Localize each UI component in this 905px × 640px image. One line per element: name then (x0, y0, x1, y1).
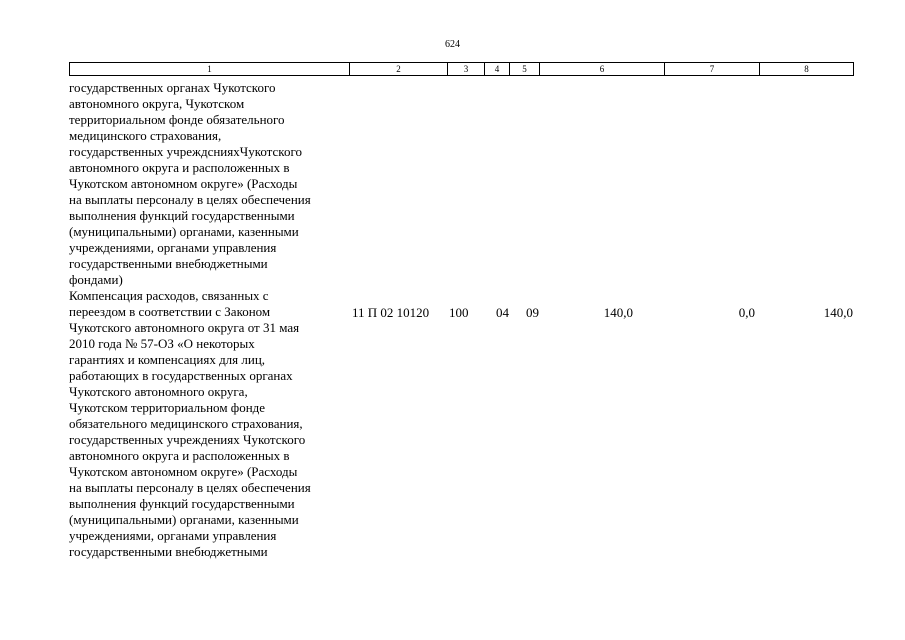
continuation-line: государственных учреждснияхЧукотского (69, 144, 302, 159)
section-code: 04 (496, 305, 509, 320)
expense-type-code: 100 (449, 305, 469, 320)
row-description-line: автономного округа и расположенных в (69, 448, 290, 463)
continuation-line: учреждениями, органами управления (69, 240, 277, 255)
table-body-text (69, 80, 311, 560)
target-article-code: 11 П 02 10120 (352, 305, 430, 320)
continuation-line: выполнения функций государственными (69, 208, 295, 223)
continuation-line: Чукотском автономном округе» (Расходы (69, 176, 298, 191)
row-description-line: выполнения функций государственными (69, 496, 295, 511)
column-header-row (70, 63, 854, 76)
continuation-line: медицинского страхования, (69, 128, 222, 143)
row-description-line: Компенсация расходов, связанных с (69, 288, 269, 303)
row-description-line: учреждениями, органами управления (69, 528, 277, 543)
column-header-8: 8 (760, 63, 854, 76)
continuation-line: автономного округа, Чукотском (69, 96, 245, 111)
row-description-line: Чукотском автономном округе» (Расходы (69, 464, 298, 479)
row-description-line: на выплаты персоналу в целях обеспечения (69, 480, 311, 495)
row-description-line: государственными внебюджетными (69, 544, 268, 559)
amount-column-6: 140,0 (603, 305, 633, 320)
column-header-1: 1 (70, 63, 350, 76)
row-description-line: работающих в государственных органах (69, 368, 293, 383)
page-number: 624 (445, 39, 460, 50)
continuation-line: территориальном фонде обязательного (69, 112, 285, 127)
row-description-line: Чукотского автономного округа, (69, 384, 248, 399)
column-header-table (69, 62, 854, 76)
amount-column-8: 140,0 (823, 305, 853, 320)
column-header-7: 7 (665, 63, 760, 76)
continuation-line: фондами) (69, 272, 123, 287)
row-description-line: переездом в соответствии с Законом (69, 304, 271, 319)
column-header-2: 2 (350, 63, 448, 76)
row-description-line: 2010 года № 57-ОЗ «О некоторых (69, 336, 255, 351)
row-description-line: обязательного медицинского страхования, (69, 416, 303, 431)
row-description-line: гарантиях и компенсациях для лиц, (69, 352, 266, 367)
column-header-3: 3 (448, 63, 485, 76)
subsection-code: 09 (526, 305, 539, 320)
column-header-6: 6 (540, 63, 665, 76)
continuation-line: государственных органах Чукотского (69, 80, 276, 95)
amount-column-7: 0,0 (738, 305, 755, 320)
continuation-line: (муниципальными) органами, казенными (69, 224, 299, 239)
row-description-line: (муниципальными) органами, казенными (69, 512, 299, 527)
row-description-line: государственных учреждениях Чукотского (69, 432, 306, 447)
continuation-line: автономного округа и расположенных в (69, 160, 290, 175)
column-header-4: 4 (485, 63, 510, 76)
row-description-line: Чукотского автономного округа от 31 мая (69, 320, 300, 335)
continuation-line: государственными внебюджетными (69, 256, 268, 271)
column-header-5: 5 (510, 63, 540, 76)
row-description-line: Чукотском территориальном фонде (69, 400, 266, 415)
continuation-line: на выплаты персоналу в целях обеспечения (69, 192, 311, 207)
